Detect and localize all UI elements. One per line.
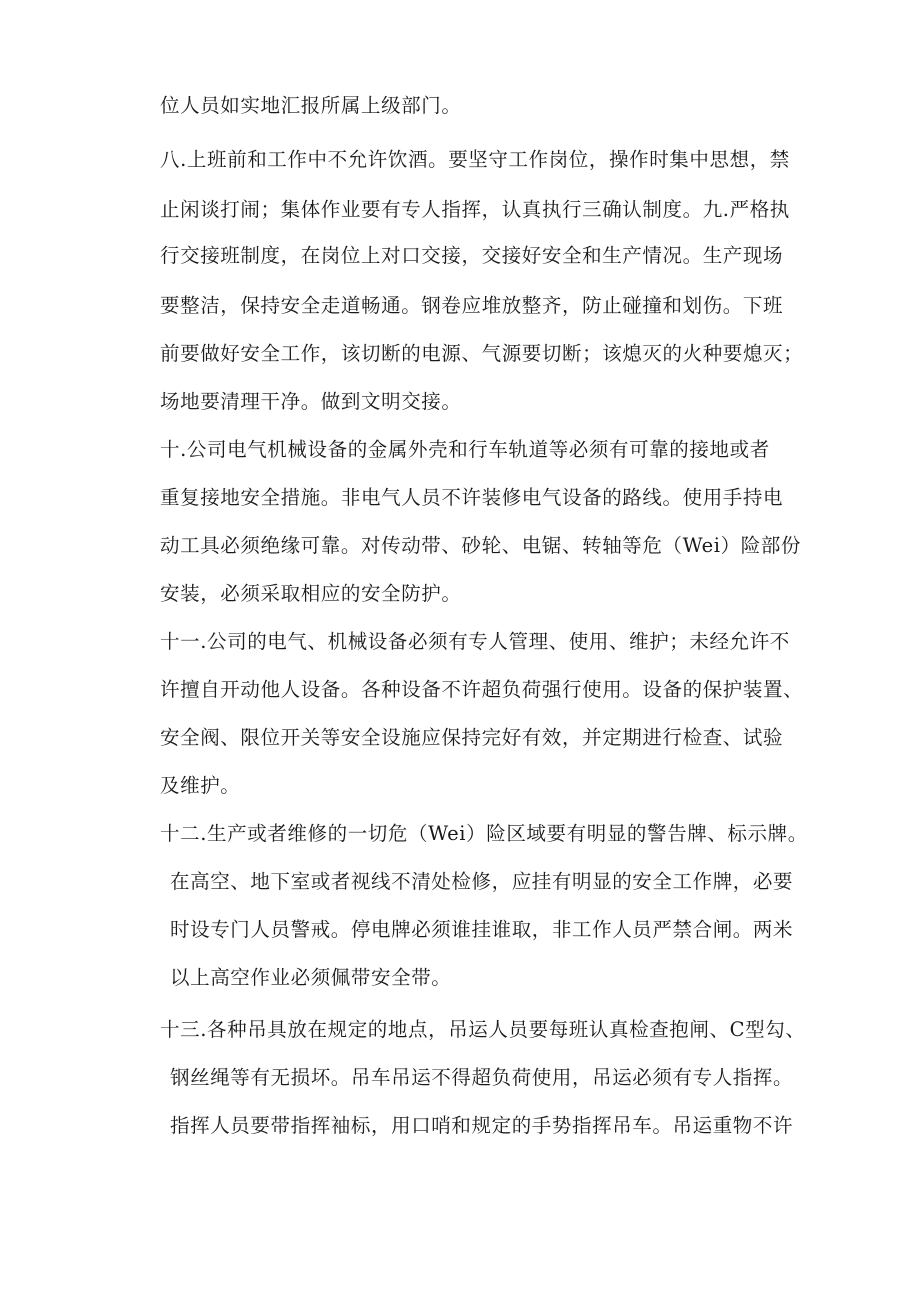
- text-line: 许擅自开动他人设备。各种设备不许超负荷强行使用。设备的保护装置、: [160, 678, 804, 701]
- text-line: 十.公司电气机械设备的金属外壳和行车轨道等必须有可靠的接地或者: [160, 438, 770, 461]
- text-line: 重复接地安全措施。非电气人员不许装修电气设备的路线。使用手持电: [160, 486, 784, 509]
- text-line: 止闲谈打闹；集体作业要有专人指挥，认真执行三确认制度。九.严格执: [160, 198, 790, 221]
- text-line: 在高空、地下室或者视线不清处检修，应挂有明显的安全工作牌，必要: [170, 870, 794, 893]
- text-line: 八.上班前和工作中不允许饮酒。要坚守工作岗位，操作时集中思想，禁: [160, 148, 790, 171]
- text-line: 动工具必须绝缘可靠。对传动带、砂轮、电锯、转轴等危（Wei）险部份: [160, 534, 802, 557]
- text-line: 十二.生产或者维修的一切危（Wei）险区域要有明显的警告牌、标示牌。: [160, 822, 808, 845]
- text-line: 安装，必须采取相应的安全防护。: [160, 582, 462, 605]
- text-line: 十三.各种吊具放在规定的地点，吊运人员要每班认真检查抱闸、C型勾、: [160, 1018, 806, 1041]
- text-line: 十一.公司的电气、机械设备必须有专人管理、使用、维护；未经允许不: [160, 630, 790, 653]
- text-line: 要整洁，保持安全走道畅通。钢卷应堆放整齐，防止碰撞和划伤。下班: [160, 294, 784, 317]
- text-line: 时设专门人员警戒。停电牌必须谁挂谁取，非工作人员严禁合闸。两米: [170, 918, 794, 941]
- text-line: 场地要清理干净。做到文明交接。: [160, 390, 462, 413]
- text-line: 及维护。: [160, 774, 241, 797]
- text-line: 指挥人员要带指挥袖标，用口哨和规定的手势指挥吊车。吊运重物不许: [170, 1114, 794, 1137]
- text-line: 行交接班制度，在岗位上对口交接，交接好安全和生产情况。生产现场: [160, 244, 784, 267]
- text-line: 位人员如实地汇报所属上级部门。: [160, 94, 462, 117]
- text-line: 钢丝绳等有无损坏。吊车吊运不得超负荷使用，吊运必须有专人指挥。: [170, 1066, 794, 1089]
- text-line: 安全阀、限位开关等安全设施应保持完好有效，并定期进行检查、试验: [160, 726, 784, 749]
- text-line: 以上高空作业必须佩带安全带。: [170, 966, 452, 989]
- text-line: 前要做好安全工作，该切断的电源、气源要切断；该熄灭的火种要熄灭；: [160, 342, 804, 365]
